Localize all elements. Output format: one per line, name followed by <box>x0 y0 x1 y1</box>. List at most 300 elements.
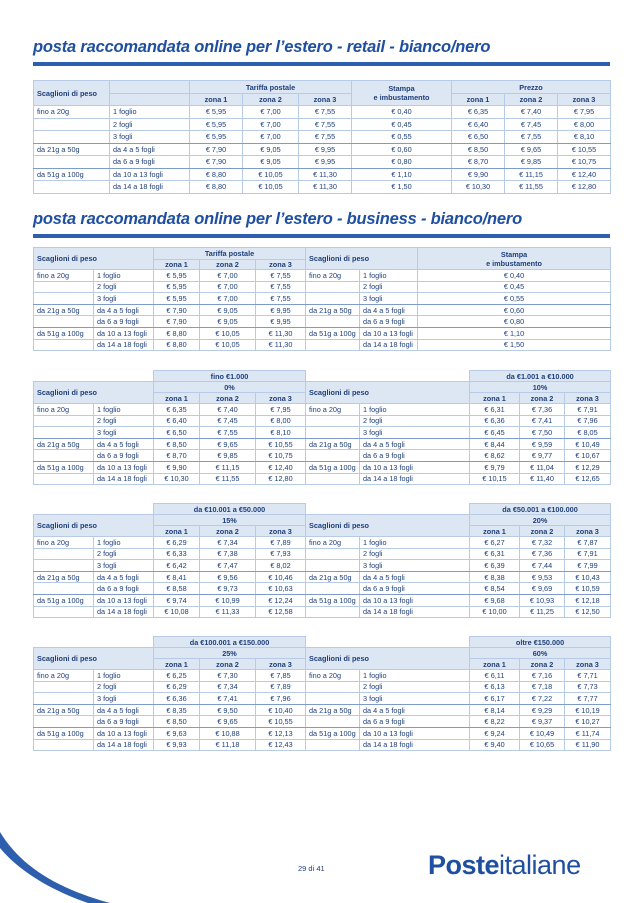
price-cell: € 9,05 <box>200 316 256 328</box>
price-cell: € 10,93 <box>520 594 565 606</box>
header-stampa-line1: Stampa <box>500 249 528 259</box>
price-cell: € 11,74 <box>565 727 611 739</box>
price-cell: € 7,55 <box>256 270 306 282</box>
weight-range-cell <box>34 415 94 427</box>
price-cell: € 6,45 <box>470 427 520 439</box>
price-cell: € 11,33 <box>200 606 256 618</box>
header-scaglioni: Scaglioni di peso <box>306 515 470 537</box>
sheets-cell: da 4 a 5 fogli <box>360 571 470 583</box>
price-cell: € 5,95 <box>154 293 200 305</box>
price-cell: € 11,15 <box>505 168 558 181</box>
price-cell: € 6,13 <box>470 681 520 693</box>
price-cell: € 9,90 <box>452 168 505 181</box>
weight-range-cell: fino a 20g <box>34 404 94 416</box>
price-cell: € 1,50 <box>418 339 611 351</box>
price-cell: € 7,55 <box>299 131 352 144</box>
price-cell: € 6,40 <box>154 415 200 427</box>
weight-range-cell: fino a 20g <box>306 670 360 682</box>
header-stampa-line1: Stampa <box>388 84 415 93</box>
price-cell: € 0,55 <box>352 131 452 144</box>
price-cell: € 6,42 <box>154 560 200 572</box>
price-cell: € 7,93 <box>256 548 306 560</box>
price-cell: € 10,88 <box>200 727 256 739</box>
header-spacer <box>110 81 190 94</box>
price-cell: € 12,18 <box>565 594 611 606</box>
weight-range-cell: da 51g a 100g <box>34 727 94 739</box>
sheets-cell: da 4 a 5 fogli <box>110 143 190 156</box>
price-cell: € 7,00 <box>200 270 256 282</box>
price-cell: € 8,02 <box>256 560 306 572</box>
table-row <box>34 681 611 693</box>
price-cell: € 8,10 <box>558 131 611 144</box>
price-cell: € 9,77 <box>520 450 565 462</box>
weight-range-cell: da 21g a 50g <box>306 304 360 316</box>
sheets-cell: da 14 a 18 fogli <box>360 339 418 351</box>
weight-range-cell: da 21g a 50g <box>306 704 360 716</box>
price-cell: € 7,91 <box>565 548 611 560</box>
weight-range-cell: da 21g a 50g <box>34 438 94 450</box>
price-cell: € 0,45 <box>352 118 452 131</box>
header-zone2: zona 2 <box>520 659 565 670</box>
weight-range-cell <box>34 281 94 293</box>
sheets-cell: da 6 a 9 fogli <box>360 316 418 328</box>
sheets-cell: 1 foglio <box>360 537 470 549</box>
discount-percent: 25% <box>154 648 306 659</box>
sheets-cell: da 14 a 18 fogli <box>360 739 470 751</box>
sheets-cell: da 14 a 18 fogli <box>94 473 154 485</box>
price-cell: € 6,33 <box>154 548 200 560</box>
price-cell: € 9,53 <box>520 571 565 583</box>
sheets-cell: 2 fogli <box>94 415 154 427</box>
price-cell: € 9,79 <box>470 461 520 473</box>
price-cell: € 9,05 <box>200 304 256 316</box>
header-spacer <box>306 504 470 515</box>
weight-range-cell: da 51g a 100g <box>306 594 360 606</box>
price-cell: € 9,24 <box>470 727 520 739</box>
price-cell: € 9,65 <box>505 143 558 156</box>
sheets-cell: da 4 a 5 fogli <box>94 304 154 316</box>
price-cell: € 0,60 <box>352 143 452 156</box>
table-row <box>34 327 611 339</box>
section2-title: posta raccomandata online per l’estero - business - bianco/nero <box>33 210 522 228</box>
table-row <box>34 583 611 595</box>
sheets-cell: 3 fogli <box>360 693 470 705</box>
table-row <box>34 270 611 282</box>
price-cell: € 9,95 <box>299 143 352 156</box>
price-cell: € 12,40 <box>558 168 611 181</box>
logo-bold-part: Poste <box>428 850 500 880</box>
weight-range-cell <box>306 548 360 560</box>
business-discount-table <box>33 503 611 618</box>
price-cell: € 7,00 <box>200 293 256 305</box>
table-row <box>34 106 611 119</box>
price-cell: € 12,29 <box>565 461 611 473</box>
price-cell: € 1,10 <box>418 327 611 339</box>
header-zone2: zona 2 <box>200 260 256 270</box>
discount-percent: 20% <box>470 515 611 526</box>
price-cell: € 7,38 <box>200 548 256 560</box>
table-row <box>34 450 611 462</box>
range-label: da €50.001 a €100.000 <box>470 504 611 515</box>
price-cell: € 9,65 <box>200 438 256 450</box>
price-cell: € 10,00 <box>470 606 520 618</box>
price-cell: € 10,05 <box>243 181 299 194</box>
price-cell: € 10,05 <box>200 339 256 351</box>
price-cell: € 7,90 <box>190 143 243 156</box>
table-row <box>34 594 611 606</box>
weight-range-cell <box>34 181 110 194</box>
weight-range-cell: fino a 20g <box>34 670 94 682</box>
price-cell: € 12,50 <box>565 606 611 618</box>
price-cell: € 8,00 <box>256 415 306 427</box>
price-cell: € 0,55 <box>418 293 611 305</box>
price-cell: € 7,00 <box>243 106 299 119</box>
weight-range-cell <box>306 427 360 439</box>
header-tariffa: Tariffa postale <box>190 81 352 94</box>
price-cell: € 10,05 <box>200 327 256 339</box>
price-cell: € 7,99 <box>565 560 611 572</box>
price-cell: € 8,80 <box>154 327 200 339</box>
table-row <box>34 281 611 293</box>
header-zone3: zona 3 <box>299 94 352 106</box>
price-cell: € 7,34 <box>200 681 256 693</box>
weight-range-cell: fino a 20g <box>306 537 360 549</box>
weight-range-cell: fino a 20g <box>34 106 110 119</box>
table-row <box>34 339 611 351</box>
table-row <box>34 716 611 728</box>
sheets-cell: da 14 a 18 fogli <box>110 181 190 194</box>
price-cell: € 9,50 <box>200 704 256 716</box>
price-cell: € 8,05 <box>565 427 611 439</box>
price-cell: € 7,40 <box>505 106 558 119</box>
price-cell: € 11,25 <box>520 606 565 618</box>
header-zone2: zona 2 <box>200 659 256 670</box>
price-cell: € 8,10 <box>256 427 306 439</box>
price-cell: € 9,40 <box>470 739 520 751</box>
sheets-cell: 2 fogli <box>360 548 470 560</box>
price-cell: € 7,00 <box>243 131 299 144</box>
sheets-cell: da 4 a 5 fogli <box>360 704 470 716</box>
table-row <box>34 739 611 751</box>
price-cell: € 7,45 <box>505 118 558 131</box>
sheets-cell: 3 fogli <box>360 293 418 305</box>
range-label: da €1.001 a €10.000 <box>470 371 611 382</box>
business-base-table <box>33 247 611 351</box>
price-cell: € 7,50 <box>520 427 565 439</box>
price-cell: € 12,13 <box>256 727 306 739</box>
sheets-cell: da 4 a 5 fogli <box>360 304 418 316</box>
price-cell: € 10,55 <box>558 143 611 156</box>
price-cell: € 12,40 <box>256 461 306 473</box>
range-label: da €10.001 a €50.000 <box>154 504 306 515</box>
weight-range-cell <box>34 716 94 728</box>
header-spacer <box>306 637 470 648</box>
price-cell: € 7,96 <box>256 693 306 705</box>
price-cell: € 6,36 <box>470 415 520 427</box>
discount-percent: 60% <box>470 648 611 659</box>
sheets-cell: da 10 a 13 fogli <box>94 727 154 739</box>
price-cell: € 7,18 <box>520 681 565 693</box>
weight-range-cell: fino a 20g <box>34 270 94 282</box>
price-cell: € 7,36 <box>520 404 565 416</box>
weight-range-cell <box>306 716 360 728</box>
price-cell: € 8,54 <box>470 583 520 595</box>
price-cell: € 10,40 <box>256 704 306 716</box>
price-cell: € 9,90 <box>154 461 200 473</box>
weight-range-cell: da 51g a 100g <box>306 727 360 739</box>
sheets-cell: da 6 a 9 fogli <box>360 716 470 728</box>
decorative-swoosh <box>0 810 110 903</box>
price-cell: € 8,41 <box>154 571 200 583</box>
sheets-cell: da 14 a 18 fogli <box>94 339 154 351</box>
price-cell: € 11,30 <box>299 181 352 194</box>
table-row <box>34 537 611 549</box>
sheets-cell: da 10 a 13 fogli <box>360 727 470 739</box>
weight-range-cell: fino a 20g <box>306 270 360 282</box>
price-cell: € 10,43 <box>565 571 611 583</box>
price-cell: € 7,89 <box>256 681 306 693</box>
section2-title-rule <box>33 234 610 238</box>
price-cell: € 11,18 <box>200 739 256 751</box>
price-cell: € 8,80 <box>190 168 243 181</box>
price-cell: € 12,43 <box>256 739 306 751</box>
discount-percent: 0% <box>154 382 306 393</box>
price-cell: € 7,55 <box>299 106 352 119</box>
sheets-cell: 3 fogli <box>94 560 154 572</box>
header-zone1: zona 1 <box>154 526 200 537</box>
weight-range-cell: da 51g a 100g <box>34 594 94 606</box>
sheets-cell: da 6 a 9 fogli <box>94 450 154 462</box>
price-cell: € 11,30 <box>256 339 306 351</box>
price-cell: € 10,63 <box>256 583 306 595</box>
sheets-cell: 3 fogli <box>110 131 190 144</box>
header-zone3: zona 3 <box>565 659 611 670</box>
sheets-cell: 2 fogli <box>94 548 154 560</box>
sheets-cell: da 6 a 9 fogli <box>94 316 154 328</box>
header-zone3: zona 3 <box>256 393 306 404</box>
header-scaglioni: Scaglioni di peso <box>306 248 418 270</box>
price-cell: € 6,50 <box>452 131 505 144</box>
price-cell: € 10,15 <box>470 473 520 485</box>
sheets-cell: 2 fogli <box>360 415 470 427</box>
weight-range-cell: fino a 20g <box>306 404 360 416</box>
price-cell: € 8,50 <box>154 716 200 728</box>
page-number: 29 di 41 <box>298 864 325 873</box>
header-scaglioni: Scaglioni di peso <box>34 81 110 106</box>
sheets-cell: da 4 a 5 fogli <box>360 438 470 450</box>
price-cell: € 5,95 <box>190 131 243 144</box>
sheets-cell: da 4 a 5 fogli <box>94 571 154 583</box>
header-zone3: zona 3 <box>256 260 306 270</box>
price-cell: € 5,95 <box>154 270 200 282</box>
header-zone1: zona 1 <box>190 94 243 106</box>
price-cell: € 6,17 <box>470 693 520 705</box>
header-spacer <box>34 637 154 648</box>
logo-regular-part: italiane <box>499 850 581 880</box>
price-cell: € 7,47 <box>200 560 256 572</box>
sheets-cell: 3 fogli <box>360 560 470 572</box>
price-cell: € 9,63 <box>154 727 200 739</box>
price-cell: € 8,50 <box>154 438 200 450</box>
header-zone2: zona 2 <box>505 94 558 106</box>
price-cell: € 11,55 <box>505 181 558 194</box>
header-scaglioni: Scaglioni di peso <box>34 515 154 537</box>
price-cell: € 10,55 <box>256 716 306 728</box>
header-spacer <box>306 371 470 382</box>
weight-range-cell <box>34 156 110 169</box>
price-cell: € 6,50 <box>154 427 200 439</box>
weight-range-cell <box>34 693 94 705</box>
price-cell: € 6,11 <box>470 670 520 682</box>
price-cell: € 7,36 <box>520 548 565 560</box>
price-cell: € 9,56 <box>200 571 256 583</box>
price-cell: € 11,90 <box>565 739 611 751</box>
weight-range-cell: da 21g a 50g <box>34 571 94 583</box>
price-cell: € 5,95 <box>190 106 243 119</box>
table-row <box>34 704 611 716</box>
header-zone2: zona 2 <box>200 526 256 537</box>
sheets-cell: 1 foglio <box>94 404 154 416</box>
price-cell: € 6,39 <box>470 560 520 572</box>
price-cell: € 9,37 <box>520 716 565 728</box>
price-cell: € 6,31 <box>470 404 520 416</box>
price-cell: € 9,59 <box>520 438 565 450</box>
price-cell: € 10,46 <box>256 571 306 583</box>
table-row <box>34 473 611 485</box>
header-zone2: zona 2 <box>243 94 299 106</box>
table-row <box>34 304 611 316</box>
sheets-cell: 3 fogli <box>94 293 154 305</box>
price-cell: € 7,77 <box>565 693 611 705</box>
discount-percent: 15% <box>154 515 306 526</box>
table-row <box>34 571 611 583</box>
price-cell: € 6,29 <box>154 537 200 549</box>
table-row <box>34 727 611 739</box>
sheets-cell: da 10 a 13 fogli <box>360 594 470 606</box>
price-cell: € 0,40 <box>352 106 452 119</box>
weight-range-cell: da 51g a 100g <box>34 327 94 339</box>
table-row <box>34 316 611 328</box>
price-cell: € 8,62 <box>470 450 520 462</box>
price-cell: € 7,44 <box>520 560 565 572</box>
price-cell: € 9,95 <box>299 156 352 169</box>
price-cell: € 9,93 <box>154 739 200 751</box>
discount-percent: 10% <box>470 382 611 393</box>
sheets-cell: da 6 a 9 fogli <box>110 156 190 169</box>
price-cell: € 1,10 <box>352 168 452 181</box>
sheets-cell: 2 fogli <box>360 681 470 693</box>
price-cell: € 10,05 <box>243 168 299 181</box>
price-cell: € 7,40 <box>200 404 256 416</box>
price-cell: € 12,80 <box>256 473 306 485</box>
price-cell: € 7,91 <box>565 404 611 416</box>
price-cell: € 7,41 <box>520 415 565 427</box>
weight-range-cell <box>306 339 360 351</box>
weight-range-cell <box>306 473 360 485</box>
price-cell: € 8,22 <box>470 716 520 728</box>
weight-range-cell: da 21g a 50g <box>34 304 94 316</box>
price-cell: € 9,85 <box>505 156 558 169</box>
price-cell: € 11,15 <box>200 461 256 473</box>
sheets-cell: 1 foglio <box>94 670 154 682</box>
table-row <box>34 606 611 618</box>
price-cell: € 7,73 <box>565 681 611 693</box>
price-cell: € 7,96 <box>565 415 611 427</box>
sheets-cell: da 6 a 9 fogli <box>360 583 470 595</box>
table-row <box>34 404 611 416</box>
weight-range-cell <box>306 415 360 427</box>
price-cell: € 7,90 <box>154 316 200 328</box>
header-zone3: zona 3 <box>558 94 611 106</box>
price-cell: € 1,50 <box>352 181 452 194</box>
price-cell: € 10,30 <box>154 473 200 485</box>
sheets-cell: 2 fogli <box>94 281 154 293</box>
price-cell: € 7,95 <box>558 106 611 119</box>
weight-range-cell <box>34 473 94 485</box>
price-cell: € 7,34 <box>200 537 256 549</box>
sheets-cell: da 14 a 18 fogli <box>94 739 154 751</box>
price-cell: € 8,80 <box>190 181 243 194</box>
header-zone3: zona 3 <box>256 526 306 537</box>
sheets-cell: da 4 a 5 fogli <box>94 704 154 716</box>
table-row <box>34 670 611 682</box>
price-cell: € 9,68 <box>470 594 520 606</box>
price-cell: € 6,35 <box>154 404 200 416</box>
price-cell: € 11,30 <box>256 327 306 339</box>
header-stampa-line2: e imbustamento <box>373 93 430 102</box>
price-cell: € 10,67 <box>565 450 611 462</box>
weight-range-cell: da 51g a 100g <box>306 461 360 473</box>
weight-range-cell: da 21g a 50g <box>306 571 360 583</box>
header-zone3: zona 3 <box>256 659 306 670</box>
table-row <box>34 548 611 560</box>
weight-range-cell <box>34 681 94 693</box>
sheets-cell: 1 foglio <box>94 537 154 549</box>
weight-range-cell <box>34 293 94 305</box>
range-label: fino €1.000 <box>154 371 306 382</box>
price-cell: € 11,04 <box>520 461 565 473</box>
header-zone2: zona 2 <box>520 393 565 404</box>
price-cell: € 8,50 <box>452 143 505 156</box>
retail-price-table <box>33 80 611 194</box>
price-cell: € 5,95 <box>190 118 243 131</box>
header-prezzo: Prezzo <box>452 81 611 94</box>
price-cell: € 7,55 <box>299 118 352 131</box>
header-scaglioni: Scaglioni di peso <box>34 648 154 670</box>
sheets-cell: da 10 a 13 fogli <box>360 461 470 473</box>
price-cell: € 7,00 <box>243 118 299 131</box>
sheets-cell: 2 fogli <box>94 681 154 693</box>
range-label: oltre €150.000 <box>470 637 611 648</box>
price-cell: € 6,36 <box>154 693 200 705</box>
table-row <box>34 293 611 305</box>
header-zone2: zona 2 <box>520 526 565 537</box>
weight-range-cell <box>306 739 360 751</box>
table-row <box>34 118 611 131</box>
table-row <box>34 461 611 473</box>
price-cell: € 9,29 <box>520 704 565 716</box>
sheets-cell: da 14 a 18 fogli <box>360 473 470 485</box>
price-cell: € 7,41 <box>200 693 256 705</box>
weight-range-cell: da 51g a 100g <box>34 168 110 181</box>
weight-range-cell <box>34 118 110 131</box>
header-zone1: zona 1 <box>470 526 520 537</box>
section1-title: posta raccomandata online per l’estero - retail - bianco/nero <box>33 38 491 56</box>
price-cell: € 7,32 <box>520 537 565 549</box>
price-cell: € 10,65 <box>520 739 565 751</box>
price-cell: € 7,22 <box>520 693 565 705</box>
range-label: da €100.001 a €150.000 <box>154 637 306 648</box>
